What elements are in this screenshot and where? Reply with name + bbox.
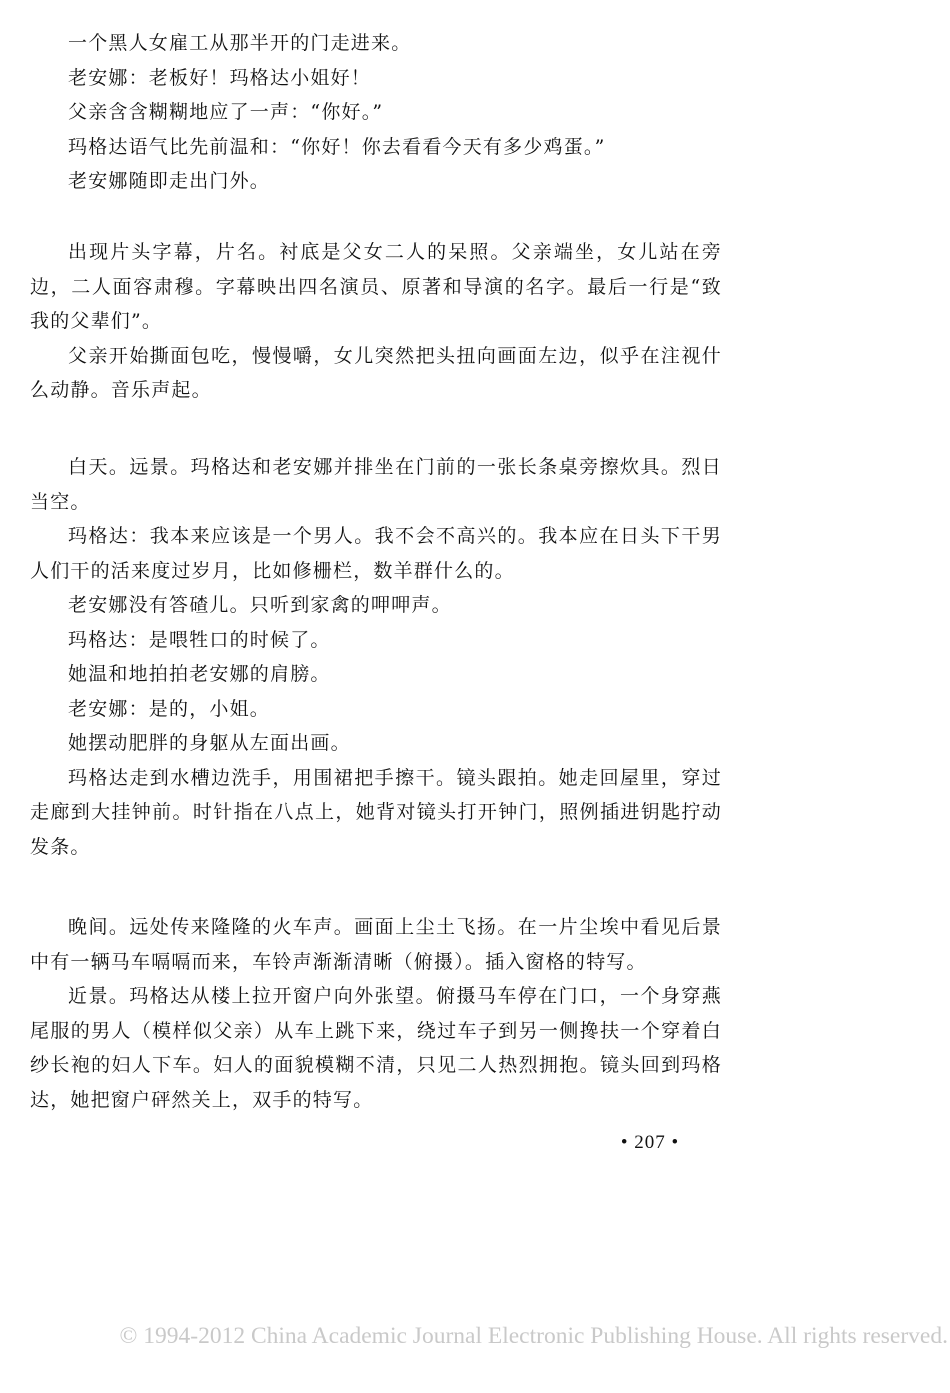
- paragraph: 白天。远景。玛格达和老安娜并排坐在门前的一张长条桌旁擦炊具。烈日当空。: [30, 456, 722, 513]
- paragraph: 她摆动肥胖的身躯从左面出画。: [68, 732, 351, 754]
- paragraph: 出现片头字幕，片名。衬底是父女二人的呆照。父亲端坐，女儿站在旁边，二人面容肃穆。字幕映出四名演员、原著和导演的名字。最后一行是“致我的父辈们”。: [30, 241, 722, 332]
- paragraph: 老安娜：是的，小姐。: [68, 697, 271, 720]
- paragraph: 父亲含含糊糊地应了一声：“你好。”: [68, 101, 384, 123]
- paragraph: 老安娜：老板好！玛格达小姐好！: [68, 66, 372, 89]
- paragraph: 父亲开始撕面包吃，慢慢嚼，女儿突然把头扭向画面左边，似乎在注视什么动静。音乐声起。: [30, 344, 722, 401]
- copyright-notice: © 1994-2012 China Academic Journal Electronic Publishing House. All rights reserved.: [119, 1323, 948, 1349]
- paragraph: 老安娜没有答碴儿。只听到家禽的呷呷声。: [68, 594, 452, 616]
- paragraph: 老安娜随即走出门外。: [68, 170, 271, 192]
- page-number: • 207 •: [620, 1132, 680, 1153]
- paragraph: 玛格达：是喂牲口的时候了。: [68, 628, 331, 651]
- paragraph: 一个黑人女雇工从那半开的门走进来。: [68, 32, 412, 54]
- paragraph: 她温和地拍拍老安娜的肩膀。: [68, 663, 331, 685]
- paragraph: 近景。玛格达从楼上拉开窗户向外张望。俯摄马车停在门口，一个身穿燕尾服的男人（模样似父亲）从车上跳下来，绕过车子到另一侧搀扶一个穿着白纱长袍的妇人下车。妇人的面貌模糊不清，只见二人热烈拥抱。镜头回到玛格达，她把窗户砰然关上，双手的特写。: [30, 985, 722, 1111]
- paragraph: 玛格达：我本来应该是一个男人。我不会不高兴的。我本应在日头下干男人们干的活来度过岁月，比如修栅栏，数羊群什么的。: [30, 525, 722, 582]
- paragraph: 晚间。远处传来隆隆的火车声。画面上尘土飞扬。在一片尘埃中看见后景中有一辆马车嗝嗝而来，车铃声渐渐清晰（俯摄）。插入窗格的特写。: [30, 916, 722, 973]
- paragraph: 玛格达语气比先前温和：“你好！你去看看今天有多少鸡蛋。”: [68, 135, 606, 158]
- scene-block-4: [30, 910, 722, 1117]
- scene-block-2: [30, 235, 722, 408]
- scene-block-1: [30, 26, 722, 199]
- scene-block-3: [30, 450, 722, 864]
- paragraph: 玛格达走到水槽边洗手，用围裙把手擦干。镜头跟拍。她走回屋里，穿过走廊到大挂钟前。时针指在八点上，她背对镜头打开钟门，照例插进钥匙拧动发条。: [30, 766, 722, 858]
